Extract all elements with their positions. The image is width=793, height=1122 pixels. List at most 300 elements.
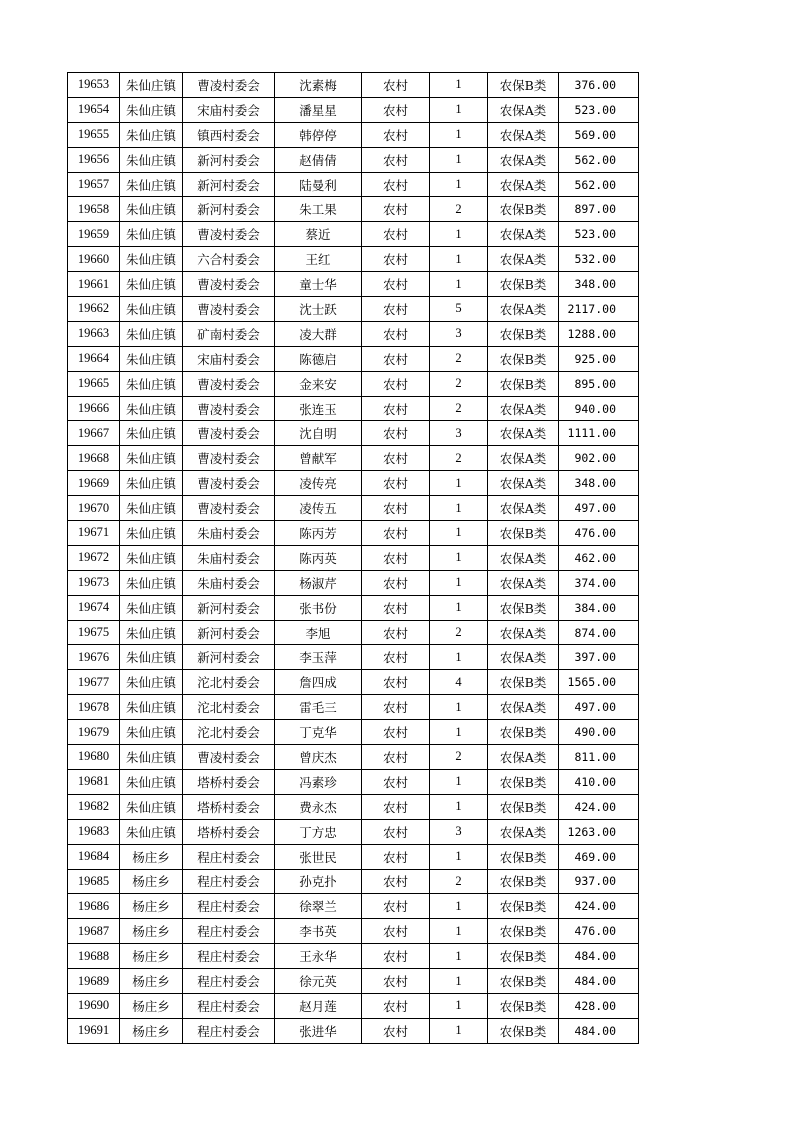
village-committee-cell: 曹凌村委会 [183,396,275,421]
village-committee-cell: 曹凌村委会 [183,272,275,297]
area-type-cell: 农村 [362,769,430,794]
record-id-cell: 19672 [68,545,120,570]
table-row [68,969,639,994]
insurance-category-cell: 农保A类 [488,297,559,322]
area-type-cell: 农村 [362,446,430,471]
amount-cell: 462.00 [559,545,639,570]
amount-cell: 1263.00 [559,819,639,844]
table-row [68,147,639,172]
record-id-cell: 19683 [68,819,120,844]
name-cell: 凌大群 [275,321,362,346]
area-type-cell: 农村 [362,620,430,645]
area-type-cell: 农村 [362,97,430,122]
table-row [68,172,639,197]
insurance-category-cell: 农保A类 [488,570,559,595]
area-type-cell: 农村 [362,819,430,844]
household-size-cell: 4 [430,670,488,695]
insurance-category-cell: 农保A类 [488,645,559,670]
name-cell: 费永杰 [275,794,362,819]
insurance-category-cell: 农保A类 [488,545,559,570]
record-id-cell: 19686 [68,894,120,919]
household-size-cell: 1 [430,545,488,570]
insurance-category-cell: 农保B类 [488,595,559,620]
record-id-cell: 19655 [68,122,120,147]
village-committee-cell: 朱庙村委会 [183,521,275,546]
name-cell: 杨淑芹 [275,570,362,595]
name-cell: 王永华 [275,944,362,969]
household-size-cell: 1 [430,894,488,919]
name-cell: 蔡近 [275,222,362,247]
household-size-cell: 1 [430,147,488,172]
name-cell: 张连玉 [275,396,362,421]
town-cell: 朱仙庄镇 [120,297,183,322]
village-committee-cell: 程庄村委会 [183,993,275,1018]
record-id-cell: 19670 [68,496,120,521]
name-cell: 金来安 [275,371,362,396]
town-cell: 朱仙庄镇 [120,645,183,670]
town-cell: 朱仙庄镇 [120,471,183,496]
amount-cell: 490.00 [559,720,639,745]
village-committee-cell: 沱北村委会 [183,695,275,720]
table-row [68,670,639,695]
name-cell: 陈丙芳 [275,521,362,546]
area-type-cell: 农村 [362,197,430,222]
area-type-cell: 农村 [362,595,430,620]
town-cell: 朱仙庄镇 [120,147,183,172]
insurance-category-cell: 农保B类 [488,346,559,371]
amount-cell: 811.00 [559,745,639,770]
town-cell: 朱仙庄镇 [120,595,183,620]
table-row [68,794,639,819]
insurance-category-cell: 农保A类 [488,496,559,521]
amount-cell: 428.00 [559,993,639,1018]
name-cell: 沈素梅 [275,73,362,98]
records-table [67,72,639,1044]
village-committee-cell: 程庄村委会 [183,844,275,869]
amount-cell: 484.00 [559,1018,639,1043]
table-row [68,197,639,222]
household-size-cell: 2 [430,371,488,396]
town-cell: 朱仙庄镇 [120,346,183,371]
town-cell: 朱仙庄镇 [120,222,183,247]
area-type-cell: 农村 [362,147,430,172]
table-row [68,1018,639,1043]
insurance-category-cell: 农保A类 [488,247,559,272]
table-row [68,545,639,570]
name-cell: 潘星星 [275,97,362,122]
village-committee-cell: 曹凌村委会 [183,496,275,521]
household-size-cell: 1 [430,595,488,620]
household-size-cell: 1 [430,172,488,197]
insurance-category-cell: 农保B类 [488,769,559,794]
record-id-cell: 19666 [68,396,120,421]
record-id-cell: 19673 [68,570,120,595]
table-row [68,446,639,471]
insurance-category-cell: 农保A类 [488,745,559,770]
name-cell: 詹四成 [275,670,362,695]
village-committee-cell: 曹凌村委会 [183,745,275,770]
amount-cell: 348.00 [559,471,639,496]
table-row [68,720,639,745]
town-cell: 杨庄乡 [120,944,183,969]
amount-cell: 2117.00 [559,297,639,322]
village-committee-cell: 程庄村委会 [183,944,275,969]
area-type-cell: 农村 [362,545,430,570]
village-committee-cell: 程庄村委会 [183,969,275,994]
household-size-cell: 1 [430,247,488,272]
town-cell: 朱仙庄镇 [120,695,183,720]
area-type-cell: 农村 [362,794,430,819]
area-type-cell: 农村 [362,496,430,521]
village-committee-cell: 曹凌村委会 [183,371,275,396]
area-type-cell: 农村 [362,371,430,396]
table-row [68,695,639,720]
name-cell: 朱工果 [275,197,362,222]
village-committee-cell: 沱北村委会 [183,670,275,695]
town-cell: 朱仙庄镇 [120,247,183,272]
village-committee-cell: 曹凌村委会 [183,73,275,98]
insurance-category-cell: 农保A类 [488,446,559,471]
insurance-category-cell: 农保A类 [488,396,559,421]
amount-cell: 562.00 [559,172,639,197]
amount-cell: 562.00 [559,147,639,172]
name-cell: 张进华 [275,1018,362,1043]
insurance-category-cell: 农保B类 [488,969,559,994]
village-committee-cell: 曹凌村委会 [183,471,275,496]
area-type-cell: 农村 [362,297,430,322]
amount-cell: 874.00 [559,620,639,645]
record-id-cell: 19657 [68,172,120,197]
table-row [68,919,639,944]
town-cell: 朱仙庄镇 [120,396,183,421]
household-size-cell: 1 [430,521,488,546]
name-cell: 陈德启 [275,346,362,371]
area-type-cell: 农村 [362,122,430,147]
table-row [68,272,639,297]
table-row [68,297,639,322]
table-row [68,97,639,122]
insurance-category-cell: 农保B类 [488,670,559,695]
area-type-cell: 农村 [362,720,430,745]
insurance-category-cell: 农保B类 [488,272,559,297]
area-type-cell: 农村 [362,222,430,247]
amount-cell: 424.00 [559,894,639,919]
name-cell: 凌传亮 [275,471,362,496]
record-id-cell: 19684 [68,844,120,869]
record-id-cell: 19674 [68,595,120,620]
area-type-cell: 农村 [362,396,430,421]
amount-cell: 940.00 [559,396,639,421]
name-cell: 童士华 [275,272,362,297]
name-cell: 曾献军 [275,446,362,471]
record-id-cell: 19691 [68,1018,120,1043]
name-cell: 雷毛三 [275,695,362,720]
record-id-cell: 19669 [68,471,120,496]
area-type-cell: 农村 [362,521,430,546]
record-id-cell: 19677 [68,670,120,695]
amount-cell: 376.00 [559,73,639,98]
village-committee-cell: 六合村委会 [183,247,275,272]
household-size-cell: 1 [430,570,488,595]
record-id-cell: 19661 [68,272,120,297]
town-cell: 朱仙庄镇 [120,769,183,794]
table-row [68,421,639,446]
household-size-cell: 1 [430,695,488,720]
table-row [68,371,639,396]
table-row [68,745,639,770]
insurance-category-cell: 农保B类 [488,944,559,969]
name-cell: 王红 [275,247,362,272]
amount-cell: 397.00 [559,645,639,670]
town-cell: 朱仙庄镇 [120,122,183,147]
amount-cell: 897.00 [559,197,639,222]
household-size-cell: 1 [430,272,488,297]
name-cell: 曾庆杰 [275,745,362,770]
amount-cell: 895.00 [559,371,639,396]
insurance-category-cell: 农保B类 [488,73,559,98]
insurance-category-cell: 农保B类 [488,794,559,819]
record-id-cell: 19687 [68,919,120,944]
amount-cell: 523.00 [559,97,639,122]
table-row [68,844,639,869]
record-id-cell: 19689 [68,969,120,994]
amount-cell: 348.00 [559,272,639,297]
table-row [68,222,639,247]
name-cell: 凌传五 [275,496,362,521]
town-cell: 杨庄乡 [120,919,183,944]
table-row [68,73,639,98]
table-row [68,769,639,794]
household-size-cell: 1 [430,73,488,98]
record-id-cell: 19654 [68,97,120,122]
record-id-cell: 19662 [68,297,120,322]
town-cell: 朱仙庄镇 [120,73,183,98]
household-size-cell: 5 [430,297,488,322]
village-committee-cell: 程庄村委会 [183,919,275,944]
amount-cell: 902.00 [559,446,639,471]
amount-cell: 497.00 [559,496,639,521]
name-cell: 丁克华 [275,720,362,745]
records-table-body [68,73,639,1044]
amount-cell: 497.00 [559,695,639,720]
table-row [68,595,639,620]
amount-cell: 476.00 [559,521,639,546]
name-cell: 李旭 [275,620,362,645]
town-cell: 朱仙庄镇 [120,794,183,819]
area-type-cell: 农村 [362,421,430,446]
record-id-cell: 19675 [68,620,120,645]
area-type-cell: 农村 [362,1018,430,1043]
town-cell: 朱仙庄镇 [120,620,183,645]
household-size-cell: 3 [430,421,488,446]
amount-cell: 523.00 [559,222,639,247]
household-size-cell: 2 [430,446,488,471]
name-cell: 赵倩倩 [275,147,362,172]
name-cell: 丁方忠 [275,819,362,844]
town-cell: 朱仙庄镇 [120,819,183,844]
record-id-cell: 19653 [68,73,120,98]
household-size-cell: 1 [430,844,488,869]
table-row [68,471,639,496]
record-id-cell: 19656 [68,147,120,172]
village-committee-cell: 曹凌村委会 [183,297,275,322]
town-cell: 朱仙庄镇 [120,545,183,570]
record-id-cell: 19685 [68,869,120,894]
name-cell: 沈自明 [275,421,362,446]
area-type-cell: 农村 [362,944,430,969]
table-row [68,620,639,645]
insurance-category-cell: 农保A类 [488,222,559,247]
household-size-cell: 1 [430,720,488,745]
table-row [68,521,639,546]
town-cell: 杨庄乡 [120,993,183,1018]
record-id-cell: 19660 [68,247,120,272]
insurance-category-cell: 农保A类 [488,147,559,172]
name-cell: 沈士跃 [275,297,362,322]
area-type-cell: 农村 [362,670,430,695]
village-committee-cell: 镇西村委会 [183,122,275,147]
insurance-category-cell: 农保B类 [488,919,559,944]
town-cell: 杨庄乡 [120,969,183,994]
village-committee-cell: 矿南村委会 [183,321,275,346]
household-size-cell: 1 [430,222,488,247]
insurance-category-cell: 农保B类 [488,1018,559,1043]
village-committee-cell: 朱庙村委会 [183,545,275,570]
amount-cell: 937.00 [559,869,639,894]
insurance-category-cell: 农保A类 [488,695,559,720]
record-id-cell: 19665 [68,371,120,396]
area-type-cell: 农村 [362,73,430,98]
name-cell: 陈丙英 [275,545,362,570]
town-cell: 朱仙庄镇 [120,371,183,396]
household-size-cell: 2 [430,869,488,894]
village-committee-cell: 程庄村委会 [183,1018,275,1043]
record-id-cell: 19676 [68,645,120,670]
village-committee-cell: 塔桥村委会 [183,769,275,794]
record-id-cell: 19679 [68,720,120,745]
town-cell: 朱仙庄镇 [120,496,183,521]
name-cell: 张世民 [275,844,362,869]
amount-cell: 925.00 [559,346,639,371]
table-row [68,869,639,894]
record-id-cell: 19667 [68,421,120,446]
village-committee-cell: 程庄村委会 [183,869,275,894]
town-cell: 朱仙庄镇 [120,446,183,471]
town-cell: 朱仙庄镇 [120,197,183,222]
village-committee-cell: 塔桥村委会 [183,819,275,844]
village-committee-cell: 沱北村委会 [183,720,275,745]
insurance-category-cell: 农保B类 [488,321,559,346]
insurance-category-cell: 农保A类 [488,122,559,147]
village-committee-cell: 朱庙村委会 [183,570,275,595]
table-row [68,894,639,919]
amount-cell: 532.00 [559,247,639,272]
insurance-category-cell: 农保A类 [488,97,559,122]
record-id-cell: 19678 [68,695,120,720]
town-cell: 朱仙庄镇 [120,670,183,695]
household-size-cell: 1 [430,97,488,122]
record-id-cell: 19671 [68,521,120,546]
area-type-cell: 农村 [362,471,430,496]
household-size-cell: 1 [430,1018,488,1043]
insurance-category-cell: 农保A类 [488,819,559,844]
village-committee-cell: 宋庙村委会 [183,346,275,371]
amount-cell: 384.00 [559,595,639,620]
table-row [68,993,639,1018]
village-committee-cell: 新河村委会 [183,197,275,222]
record-id-cell: 19668 [68,446,120,471]
insurance-category-cell: 农保A类 [488,471,559,496]
village-committee-cell: 新河村委会 [183,645,275,670]
area-type-cell: 农村 [362,894,430,919]
area-type-cell: 农村 [362,993,430,1018]
insurance-category-cell: 农保A类 [488,620,559,645]
table-row [68,496,639,521]
town-cell: 朱仙庄镇 [120,570,183,595]
town-cell: 朱仙庄镇 [120,720,183,745]
record-id-cell: 19690 [68,993,120,1018]
area-type-cell: 农村 [362,570,430,595]
table-row [68,819,639,844]
name-cell: 陆曼利 [275,172,362,197]
village-committee-cell: 新河村委会 [183,620,275,645]
area-type-cell: 农村 [362,346,430,371]
insurance-category-cell: 农保A类 [488,421,559,446]
insurance-category-cell: 农保B类 [488,521,559,546]
amount-cell: 1111.00 [559,421,639,446]
household-size-cell: 2 [430,396,488,421]
name-cell: 赵月莲 [275,993,362,1018]
insurance-category-cell: 农保B类 [488,993,559,1018]
area-type-cell: 农村 [362,745,430,770]
insurance-category-cell: 农保B类 [488,869,559,894]
town-cell: 杨庄乡 [120,844,183,869]
amount-cell: 1288.00 [559,321,639,346]
village-committee-cell: 新河村委会 [183,172,275,197]
village-committee-cell: 宋庙村委会 [183,97,275,122]
household-size-cell: 1 [430,969,488,994]
household-size-cell: 3 [430,819,488,844]
household-size-cell: 2 [430,197,488,222]
town-cell: 杨庄乡 [120,869,183,894]
amount-cell: 476.00 [559,919,639,944]
table-row [68,944,639,969]
area-type-cell: 农村 [362,172,430,197]
name-cell: 冯素珍 [275,769,362,794]
household-size-cell: 1 [430,993,488,1018]
table-row [68,247,639,272]
amount-cell: 1565.00 [559,670,639,695]
name-cell: 孙克扑 [275,869,362,894]
insurance-category-cell: 农保B类 [488,197,559,222]
town-cell: 杨庄乡 [120,894,183,919]
insurance-category-cell: 农保A类 [488,172,559,197]
area-type-cell: 农村 [362,869,430,894]
record-id-cell: 19680 [68,745,120,770]
household-size-cell: 1 [430,794,488,819]
amount-cell: 484.00 [559,944,639,969]
amount-cell: 374.00 [559,570,639,595]
area-type-cell: 农村 [362,247,430,272]
amount-cell: 410.00 [559,769,639,794]
town-cell: 杨庄乡 [120,1018,183,1043]
household-size-cell: 1 [430,944,488,969]
village-committee-cell: 程庄村委会 [183,894,275,919]
household-size-cell: 1 [430,496,488,521]
town-cell: 朱仙庄镇 [120,272,183,297]
village-committee-cell: 塔桥村委会 [183,794,275,819]
name-cell: 韩停停 [275,122,362,147]
